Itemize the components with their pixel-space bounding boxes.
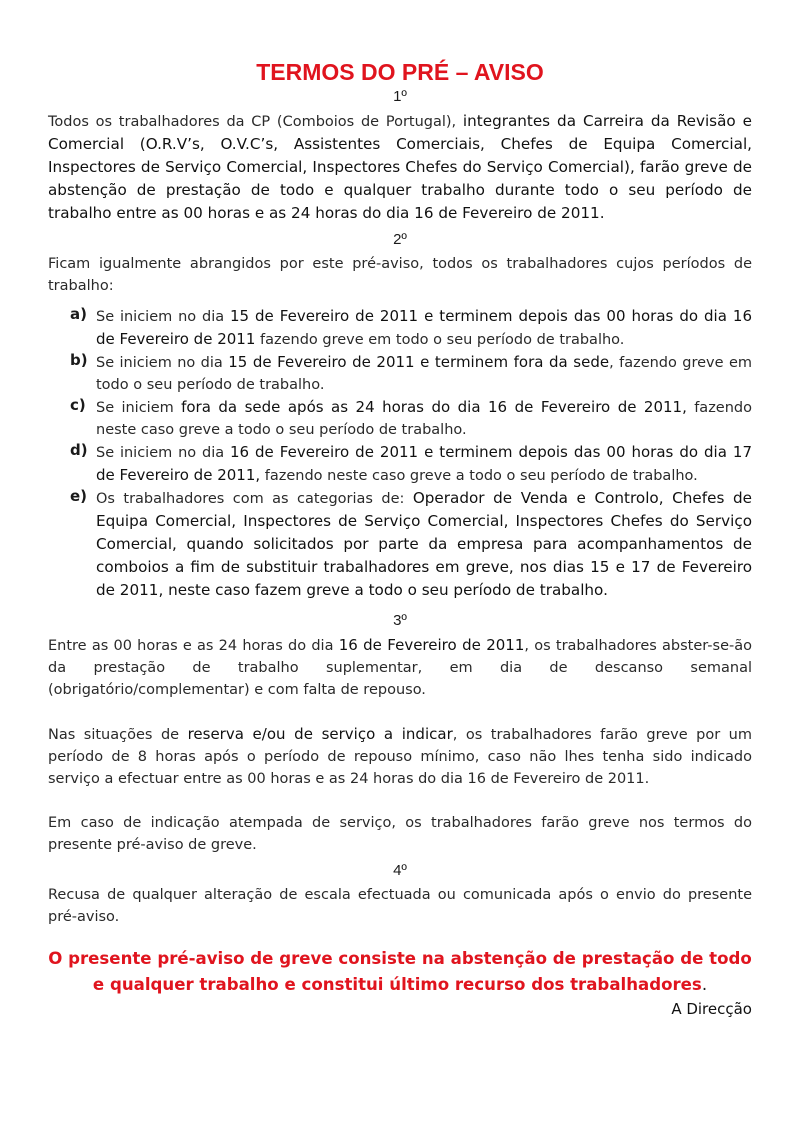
section-number-2: 2º — [393, 231, 407, 248]
list-letter: c) — [70, 396, 86, 414]
list-text-normal: Se iniciem — [96, 400, 182, 416]
list-text-normal: , fazendo greve em todo o seu período de trabalho. — [96, 355, 752, 393]
section-1-text-c: . — [599, 204, 605, 222]
section-1-text-a: Todos os trabalhadores da CP (Comboios de Portugal), — [48, 114, 463, 130]
list-text-strong: fora da sede após as 24 horas do dia 16 de Fevereiro de 2011, — [181, 398, 687, 416]
document-title: TERMOS DO PRÉ – AVISO — [256, 59, 544, 85]
list-item-e — [48, 487, 752, 602]
closing-statement — [48, 946, 752, 998]
closing-statement-text: O presente pré-aviso de greve consiste na abstenção de prestação de todo e qualquer trabalho e constitui último recurso dos trabalhadores — [48, 949, 752, 994]
list-text-strong: 15 de Fevereiro de 2011 e terminem depois das 00 horas do dia 16 de Fevereiro de 2011 — [96, 307, 752, 348]
section-3-paragraph-1 — [48, 634, 752, 701]
section-3-paragraph-3: Em caso de indicação atempada de serviço, os trabalhadores farão greve nos termos do presente pré-aviso de greve. — [48, 815, 752, 853]
section-2-list — [48, 305, 752, 602]
section-number-1: 1º — [393, 88, 407, 105]
section-3-p2-c: , os trabalhadores farão greve por um período de 8 horas após o período de repouso mínimo, caso não lhes tenha sido indicado serviço a efectuar entre as 00 horas e as 24 horas do dia 16 de Fevereiro de 2011. — [48, 727, 752, 787]
list-letter: e) — [70, 487, 88, 505]
list-letter: d) — [70, 441, 88, 459]
section-3-p2-b: reserva e/ou de serviço a indicar — [187, 725, 453, 743]
list-text-strong: Operador de Venda e Controlo, Chefes de Equipa Comercial, Inspectores de Serviço Comercial, Inspectores Chefes do Serviço Comercial, quando solicitados por parte da empresa para acompanhamentos de comboios a fim de substituir trabalhadores em greve, nos dias 15 e 17 de Fevereiro de 2011, neste caso fazem greve a todo o seu período de trabalho. — [96, 489, 752, 599]
list-text-normal: Se iniciem no dia — [96, 309, 230, 325]
list-item-a — [48, 305, 752, 351]
list-item-d — [48, 441, 752, 487]
list-text-normal: fazendo neste caso greve a todo o seu período de trabalho. — [260, 468, 698, 484]
section-3-p1-a: Entre as 00 horas e as 24 horas do dia — [48, 638, 339, 654]
list-text-strong: 15 de Fevereiro de 2011 e terminem fora da sede — [228, 353, 610, 371]
list-letter: a) — [70, 305, 87, 323]
section-3-p2-a: Nas situações de — [48, 727, 188, 743]
list-letter: b) — [70, 351, 88, 369]
section-1-paragraph — [48, 110, 752, 225]
section-3-p1-c: , os trabalhadores abster-se-ão da prestação de trabalho suplementar, em dia de descanso semanal (obrigatório/complementar) e com falta de repouso. — [48, 638, 753, 698]
section-number-4: 4º — [393, 862, 407, 879]
list-item-c — [48, 396, 752, 441]
list-text-normal: Os trabalhadores com as categorias de: — [96, 491, 413, 507]
list-item-b — [48, 351, 752, 396]
section-3-p1-b: 16 de Fevereiro de 2011 — [338, 636, 525, 654]
section-3-paragraph-2 — [48, 723, 752, 790]
spacer — [48, 790, 752, 812]
list-text-normal: Se iniciem no dia — [96, 445, 230, 461]
section-1-text-b: integrantes da Carreira da Revisão e Comercial (O.R.V’s, O.V.C’s, Assistentes Comerciais, Chefes de Equipa Comercial, Inspectores de Serviço Comercial, Inspectores Chefes do Serviço Comercial), farão greve de abstenção de prestação de todo e qualquer trabalho durante todo o seu período de trabalho entre as 00 horas e as 24 horas do dia 16 de Fevereiro de 2011 — [48, 112, 752, 222]
section-number-3: 3º — [393, 612, 407, 629]
list-text-normal: Se iniciem no dia — [96, 355, 229, 371]
spacer — [48, 701, 752, 723]
list-text-normal: fazendo greve em todo o seu período de trabalho. — [255, 332, 625, 348]
closing-period: . — [701, 975, 708, 994]
section-4-paragraph: Recusa de qualquer alteração de escala efectuada ou comunicada após o envio do presente pré-aviso. — [48, 887, 752, 925]
list-text-normal: fazendo neste caso greve a todo o seu período de trabalho. — [96, 400, 752, 438]
document-page — [48, 58, 752, 1020]
section-2-intro: Ficam igualmente abrangidos por este pré-aviso, todos os trabalhadores cujos períodos de trabalho: — [48, 256, 752, 294]
list-text-strong: 16 de Fevereiro de 2011 e terminem depois das 00 horas do dia 17 de Fevereiro de 2011, — [96, 443, 752, 484]
signature: A Direcção — [671, 1000, 752, 1018]
